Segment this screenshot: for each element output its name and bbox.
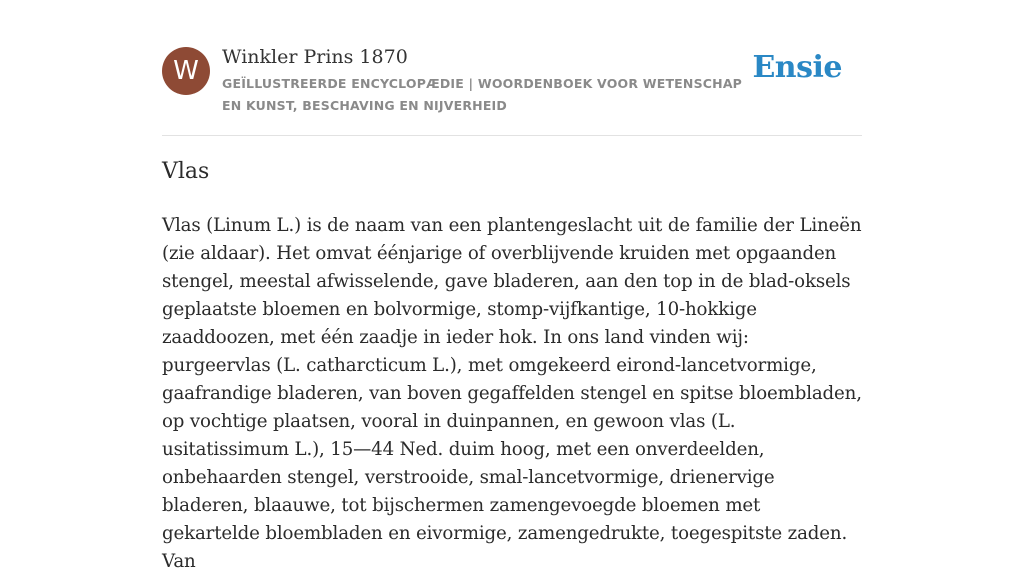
source-title-link[interactable]: Winkler Prins 1870 — [222, 46, 408, 68]
ensie-logo[interactable]: Ensie — [752, 50, 842, 85]
source-subtitle: GEÏLLUSTREERDE ENCYCLOPÆDIE | WOORDENBOEK VOOR WETENSCHAP EN KUNST, BESCHAVING EN NIJVERHEID — [222, 76, 743, 113]
entry-title: Vlas — [162, 159, 210, 184]
entry-body-text: Vlas (Linum L.) is de naam van een plantengeslacht uit de familie der Lineën (zie aldaar). Het omvat éénjarige of overblijvende kruiden met opgaanden stengel, meestal afwisselende, gave bladeren, aan den top in de blad-oksels geplaatste bloemen en bolvormige, stomp-vijfkantige, 10-hokkige zaaddoozen, met één zaadje in ieder hok. In ons land vinden wij: purgeervlas (L. catharcticum L.), met omgekeerd eirond-lancetvormige, gaafrandige bladeren, van boven gegaffelden stengel en spitse bloembladen, op vochtige plaatsen, vooral in duinpannen, en gewoon vlas (L. usitatissimum L.), 15—44 Ned. duim hoog, met een onverdeelden, onbehaarden stengel, verstrooide, smal-lancetvormige, drienervige bladeren, blaauwe, tot bijschermen zamengevoegde bloemen met gekartelde bloembladen en eivormige, zamengedrukte, toegespitste zaden. Van — [162, 215, 862, 572]
entry-header — [162, 0, 862, 136]
source-avatar[interactable]: W — [162, 47, 210, 95]
page — [162, 0, 862, 572]
